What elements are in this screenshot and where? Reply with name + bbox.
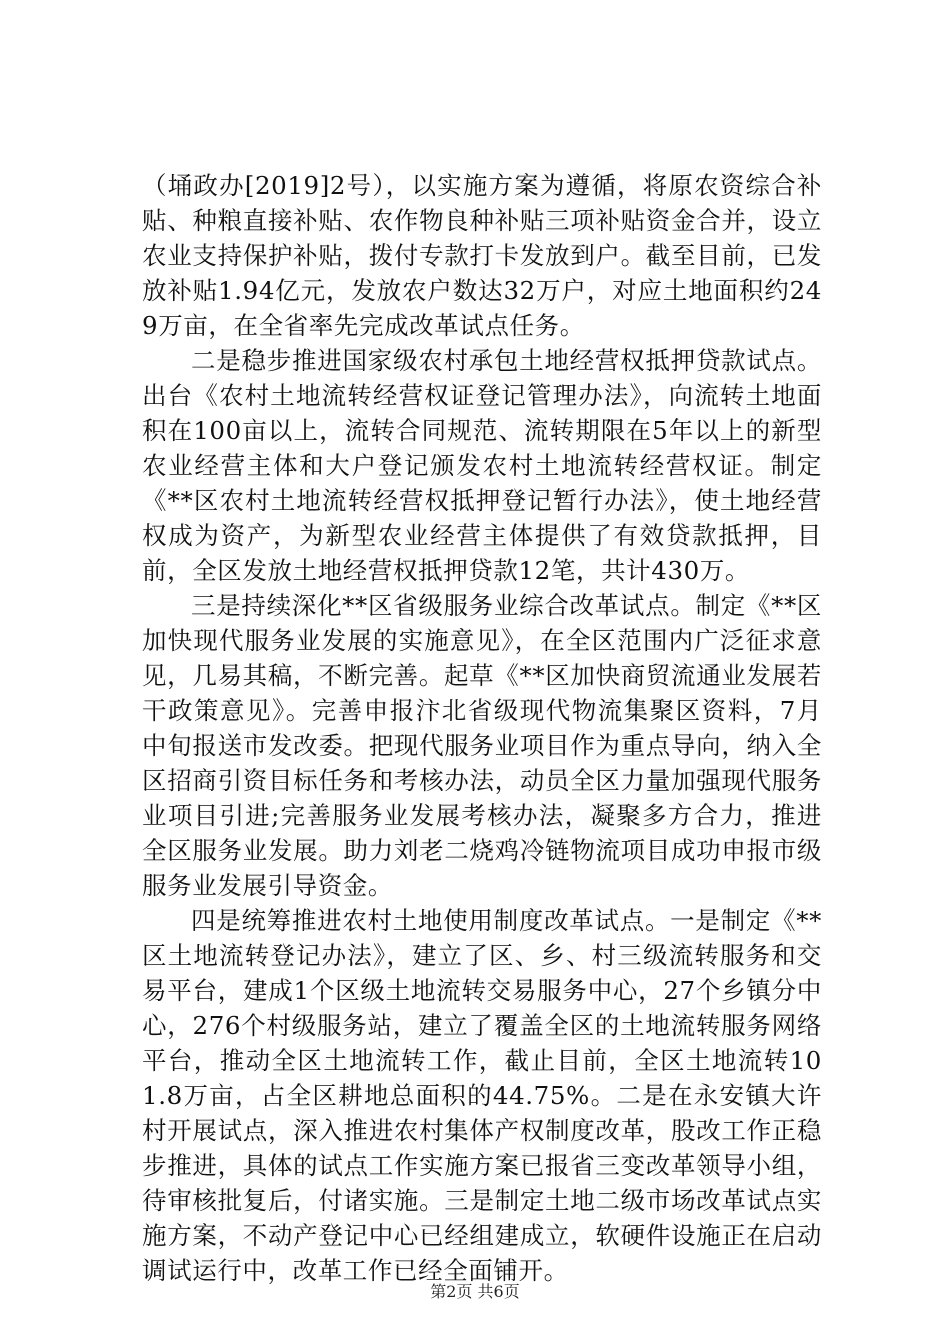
paragraph-1: （埇政办[2019]2号），以实施方案为遵循，将原农资综合补贴、种粮直接补贴、农作物良种补贴三项补贴资金合并，设立农业支持保护补贴，拨付专款打卡发放到户。截至目前，已发放补贴1.94亿元，发放农户数达32万户，对应土地面积约249万亩，在全省率先完成改革试点任务。 xyxy=(142,171,822,340)
paragraph-4: 四是统筹推进农村土地使用制度改革试点。一是制定《**区土地流转登记办法》，建立了区、乡、村三级流转服务和交易平台，建成1个区级土地流转交易服务中心，27个乡镇分中心，276个村级服务站，建立了覆盖全区的土地流转服务网络平台，推动全区土地流转工作，截止目前，全区土地流转101.8万亩，占全区耕地总面积的44.75%。二是在永安镇大许村开展试点，深入推进农村集体产权制度改革，股改工作正稳步推进，具体的试点工作实施方案已报省三变改革领导小组，待审核批复后，付诸实施。三是制定土地二级市场改革试点实施方案，不动产登记中心已经组建成立，软硬件设施正在启动调试运行中，改革工作已经全面铺开。 xyxy=(142,906,822,1285)
document-body xyxy=(142,168,822,1288)
paragraph-2: 二是稳步推进国家级农村承包土地经营权抵押贷款试点。出台《农村土地流转经营权证登记管理办法》，向流转土地面积在100亩以上，流转合同规范、流转期限在5年以上的新型农业经营主体和大户登记颁发农村土地流转经营权证。制定《**区农村土地流转经营权抵押登记暂行办法》，使土地经营权成为资产，为新型农业经营主体提供了有效贷款抵押，目前，全区发放土地经营权抵押贷款12笔，共计430万。 xyxy=(142,346,822,585)
page-footer: 第2页 共6页 xyxy=(430,1282,520,1301)
paragraph-3: 三是持续深化**区省级服务业综合改革试点。制定《**区加快现代服务业发展的实施意见》，在全区范围内广泛征求意见，几易其稿，不断完善。起草《**区加快商贸流通业发展若干政策意见》。完善申报汴北省级现代物流集聚区资料，7月中旬报送市发改委。把现代服务业项目作为重点导向，纳入全区招商引资目标任务和考核办法，动员全区力量加强现代服务业项目引进;完善服务业发展考核办法，凝聚多方合力，推进全区服务业发展。助力刘老二烧鸡冷链物流项目成功申报市级服务业发展引导资金。 xyxy=(142,591,822,900)
